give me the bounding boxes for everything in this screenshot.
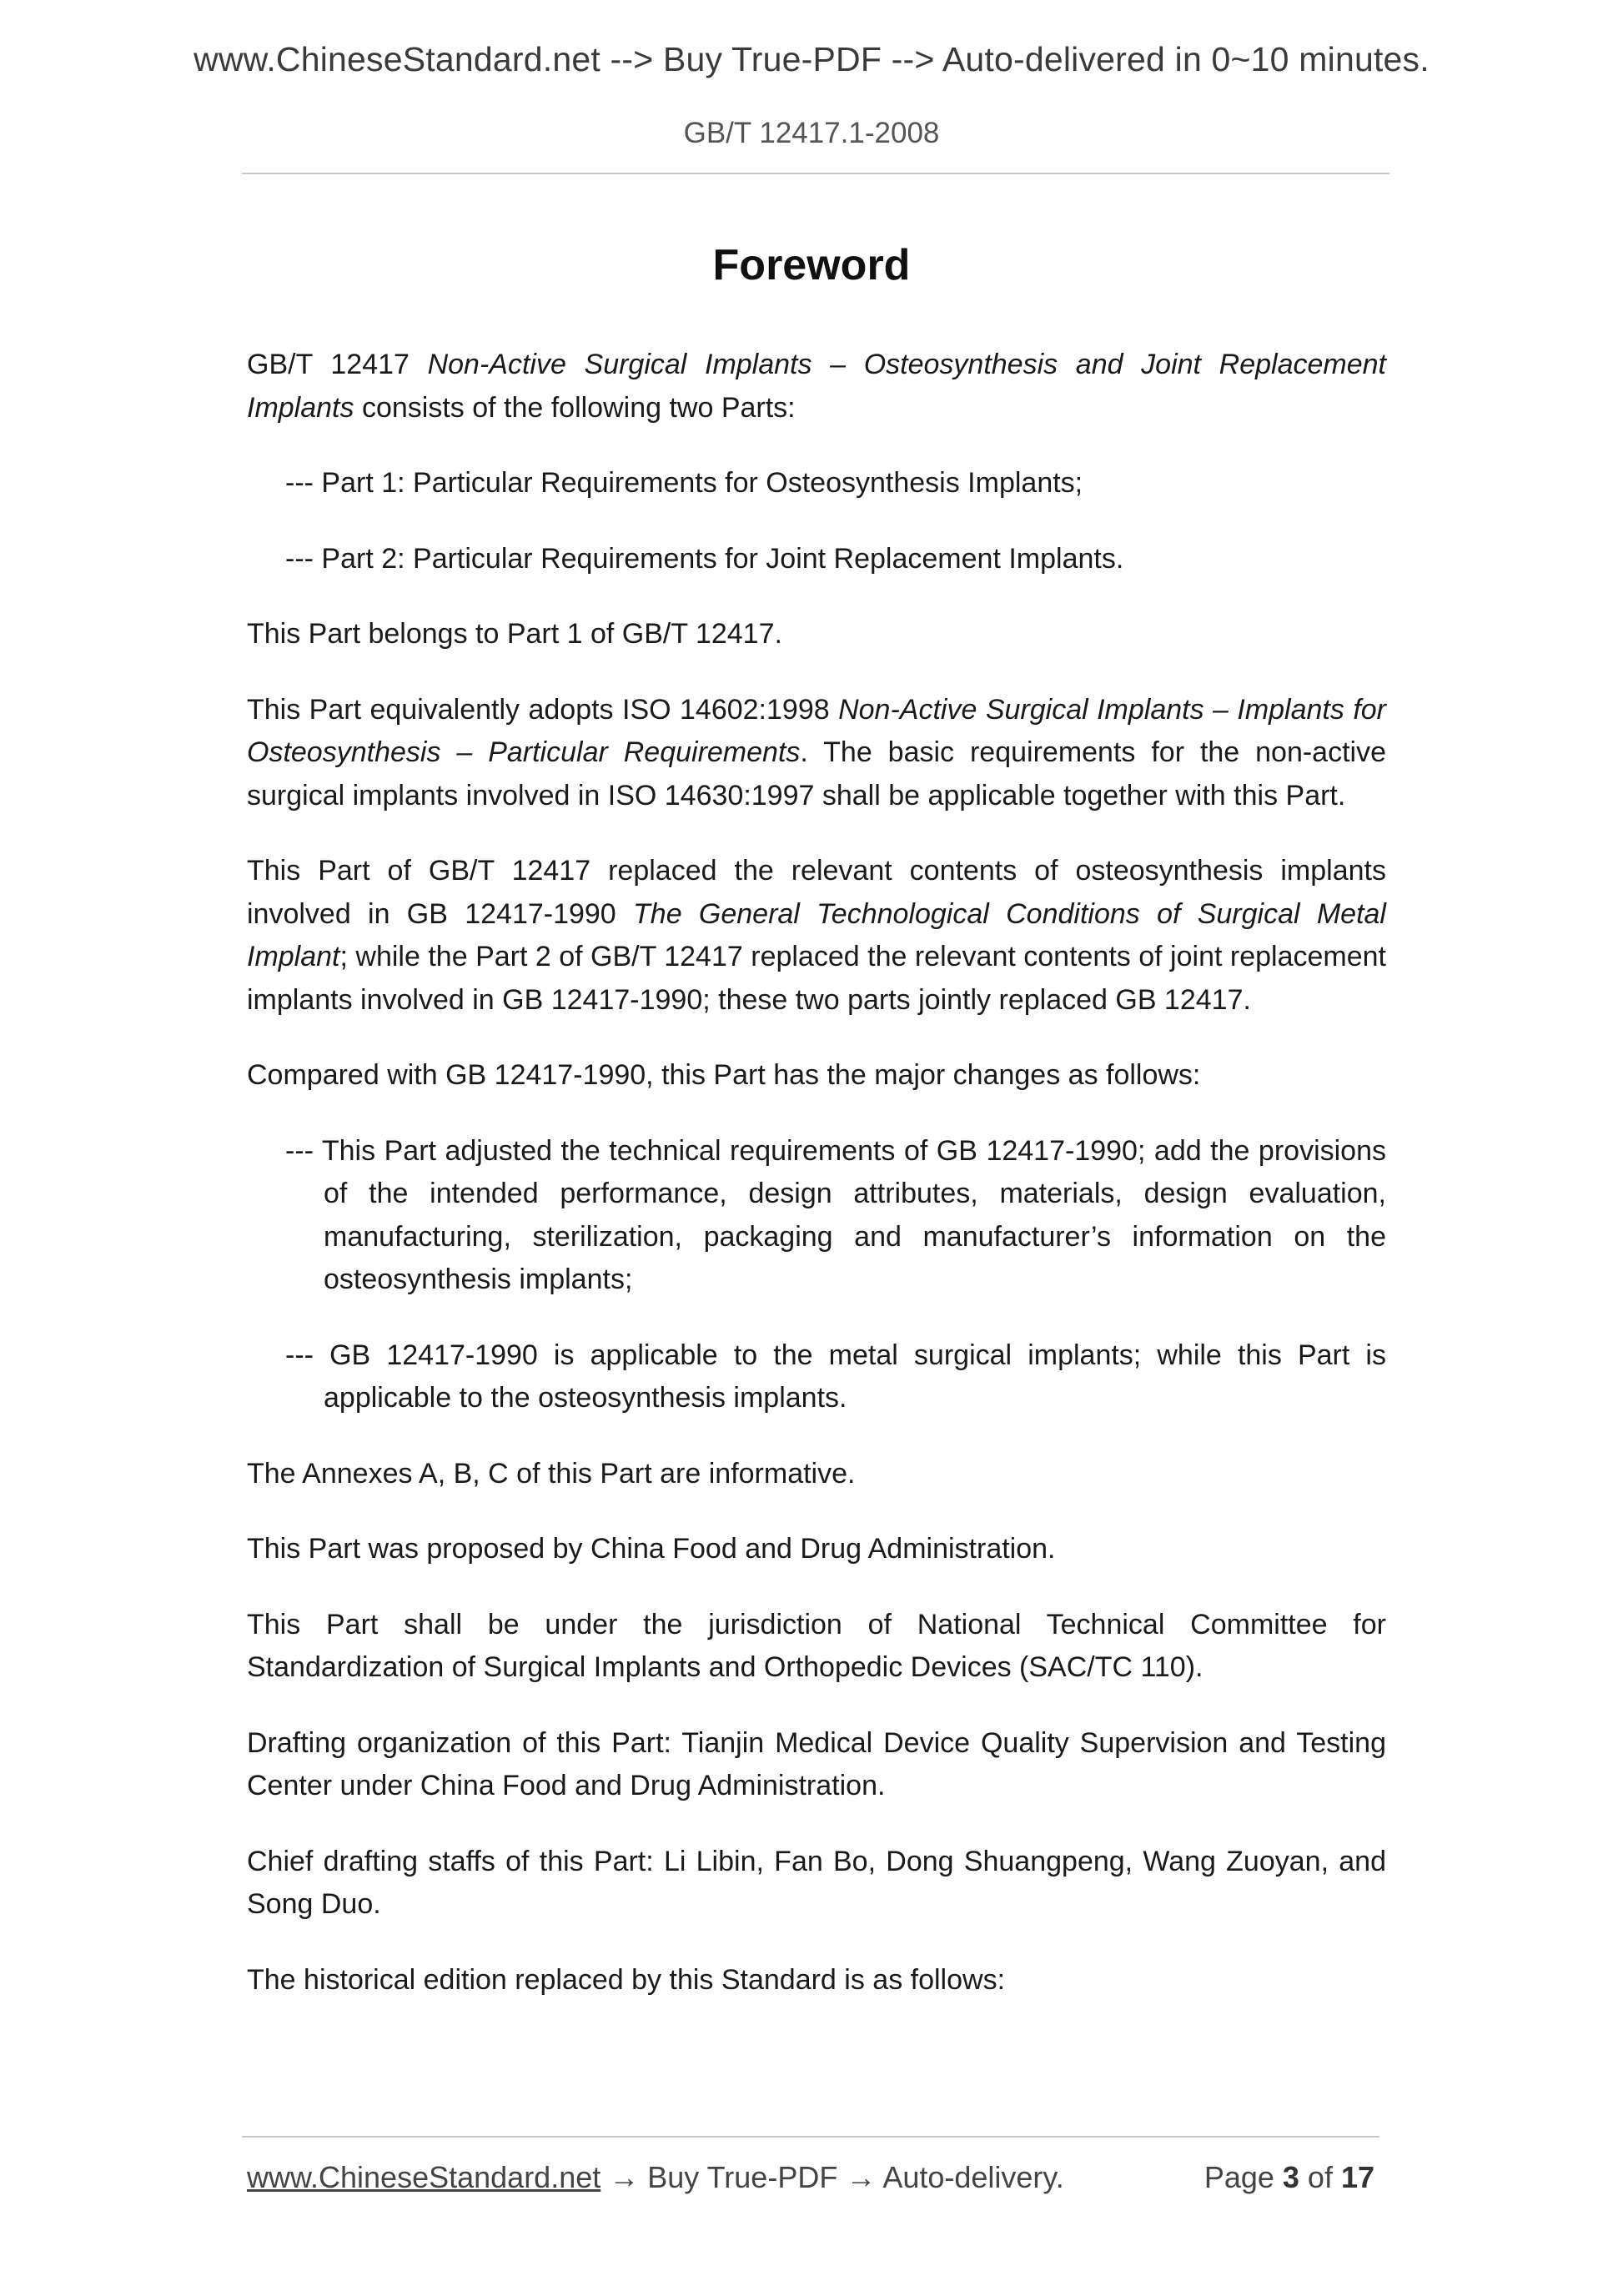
list-item-change-2: --- GB 12417-1990 is applicable to the metal surgical implants; while this Part is applicable to the osteosynthesis implants. (285, 1339, 1386, 1414)
paragraph-intro (247, 344, 1386, 430)
paragraph-changes-intro: Compared with GB 12417-1990, this Part has the major changes as follows: (247, 1059, 1201, 1091)
text-run: consists of the following two Parts: (354, 391, 796, 424)
paragraph-history: The historical edition replaced by this Standard is as follows: (247, 1963, 1006, 1996)
paragraph-replacement (247, 850, 1386, 1022)
paragraph-drafting-org: Drafting organization of this Part: Tianjin Medical Device Quality Supervision and Testing Center under China Food and Drug Administration. (247, 1726, 1386, 1801)
paragraph-annexes: The Annexes A, B, C of this Part are informative. (247, 1457, 856, 1490)
page-current: 3 (1282, 2160, 1299, 2194)
page-total: 17 (1340, 2160, 1374, 2194)
list-item-part-1: --- Part 1: Particular Requirements for Osteosynthesis Implants; (285, 467, 1083, 499)
text-run: This Part of GB/T 12417 replaced the relevant contents of osteosynthesis implants involved in GB 12417-1990 (247, 855, 1386, 930)
text-run: This Part equivalently adopts ISO 14602:1998 (247, 693, 839, 726)
page-title: Foreword (712, 241, 911, 289)
text-run: ; while the Part 2 of GB/T 12417 replaced the relevant contents of joint replacement implants involved in GB 12417-1990; these two parts jointly replaced GB 12417. (247, 941, 1386, 1016)
header-divider (242, 173, 1389, 174)
page-of: of (1299, 2160, 1341, 2194)
standard-title-italic: Non-Active Surgical Implants – Osteosynthesis and Joint Replacement Implants (247, 349, 1386, 424)
text-run: GB/T 12417 (247, 349, 428, 380)
standard-code: GB/T 12417.1-2008 (683, 117, 940, 149)
footer (247, 2160, 1374, 2195)
top-banner: www.ChineseStandard.net --> Buy True-PDF --> Auto-delivered in 0~10 minutes. (193, 40, 1430, 78)
text-run: . The basic requirements for the non-active surgical implants involved in ISO 14630:1997 shall be applicable together with this Part. (247, 736, 1387, 811)
iso-title-italic: Non-Active Surgical Implants – Implants for Osteosynthesis – Particular Requirements (247, 693, 1386, 768)
footer-divider (242, 2136, 1379, 2138)
document-body (247, 344, 1386, 2034)
paragraph-adoption (247, 689, 1386, 818)
footer-suffix: → Buy True-PDF → Auto-delivery. (600, 2160, 1064, 2194)
paragraph-drafting-staff: Chief drafting staffs of this Part: Li Libin, Fan Bo, Dong Shuangpeng, Wang Zuoyan, and Song Duo. (247, 1845, 1386, 1920)
paragraph-belongs: This Part belongs to Part 1 of GB/T 12417. (247, 618, 782, 650)
list-item-change-1: --- This Part adjusted the technical requirements of GB 12417-1990; add the provisions of the intended performance, design attributes, materials, design evaluation, manufacturing, sterilization, packaging and manufacturer’s information on the osteosynthesis implants; (285, 1134, 1386, 1295)
gb-title-italic: The General Technological Conditions of Surgical Metal Implant (247, 897, 1386, 972)
list-item-part-2: --- Part 2: Particular Requirements for Joint Replacement Implants. (285, 542, 1124, 575)
page-label: Page (1203, 2160, 1283, 2194)
page-indicator (1204, 2160, 1374, 2195)
paragraph-proposed: This Part was proposed by China Food and Drug Administration. (247, 1533, 1056, 1565)
paragraph-jurisdiction: This Part shall be under the jurisdiction of National Technical Committee for Standardization of Surgical Implants and Orthopedic Devices (SAC/TC 110). (247, 1608, 1386, 1683)
footer-link[interactable]: www.ChineseStandard.net (247, 2160, 601, 2194)
